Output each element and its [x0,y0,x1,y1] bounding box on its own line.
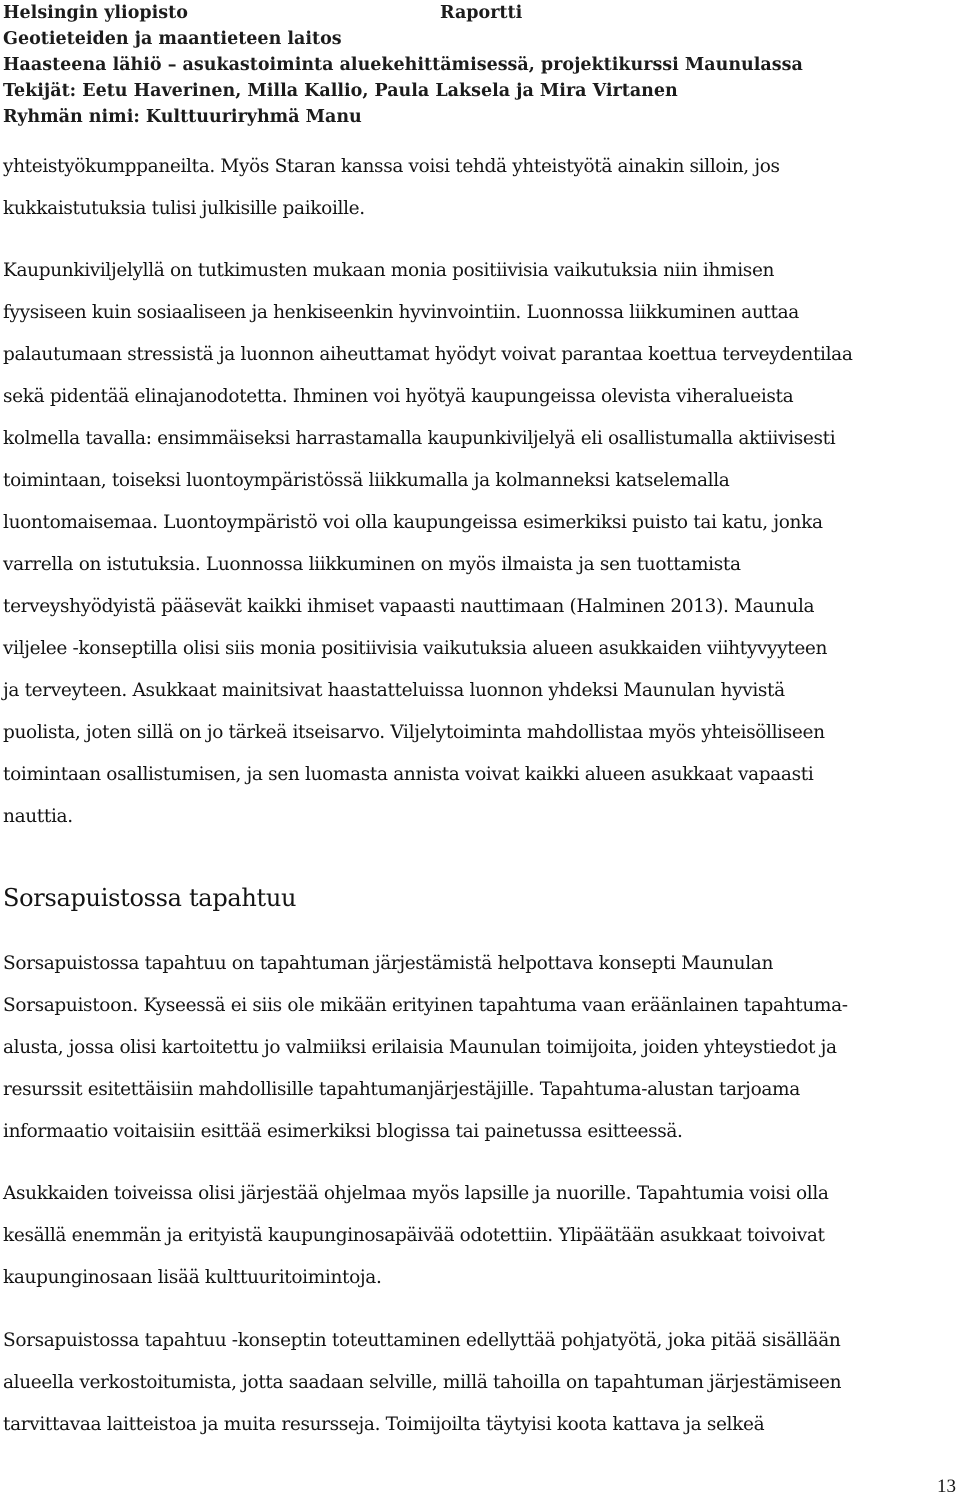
text-line: Sorsapuistossa tapahtuu on tapahtuman järjestämistä helpottava konsepti Maunulan [3,953,774,974]
text-line: Sorsapuistossa tapahtuu -konseptin toteuttaminen edellyttää pohjatyötä, joka pitää sisällään [3,1330,841,1351]
text-line: luontomaisemaa. Luontoympäristö voi olla kaupungeissa esimerkiksi puisto tai katu, jonka [3,512,823,533]
text-line: alueella verkostoitumista, jotta saadaan selville, millä tahoilla on tapahtuman järjestämiseen [3,1372,842,1393]
text-line: kukkaistutuksia tulisi julkisille paikoille. [3,198,365,219]
paragraph-intro [3,146,958,230]
text-line: kolmella tavalla: ensimmäiseksi harrastamalla kaupunkiviljelyä eli osallistumalla aktiivisesti [3,428,836,449]
text-line: sekä pidentää elinajanodotetta. Ihminen voi hyötyä kaupungeissa olevista viheralueista [3,386,794,407]
department-name: Geotieteiden ja maantieteen laitos [3,29,342,49]
text-line: fyysiseen kuin sosiaaliseen ja henkiseenkin hyvinvointiin. Luonnossa liikkuminen auttaa [3,302,799,323]
text-line: toimintaan, toiseksi luontoympäristössä liikkumalla ja kolmanneksi katselemalla [3,470,730,491]
text-line: resurssit esitettäisiin mahdollisille tapahtumanjärjestäjille. Tapahtuma-alustan tarjoama [3,1079,800,1100]
paragraph-concept [3,943,958,1153]
text-line: nauttia. [3,806,73,827]
text-line: Sorsapuistoon. Kyseessä ei siis ole mikään erityinen tapahtuma vaan eräänlainen tapahtuma- [3,995,848,1016]
text-line: ja terveyteen. Asukkaat mainitsivat haastatteluissa luonnon yhdeksi Maunulan hyvistä [3,680,785,701]
text-line: varrella on istutuksia. Luonnossa liikkuminen on myös ilmaista ja sen tuottamista [3,554,741,575]
paragraph-implementation [3,1320,958,1446]
text-line: kaupunginosaan lisää kulttuuritoimintoja. [3,1267,382,1288]
document-type: Raportti [440,3,523,23]
text-line: yhteistyökumppaneilta. Myös Staran kanssa voisi tehdä yhteistyötä ainakin silloin, jos [3,156,780,177]
text-line: tarvittavaa laitteistoa ja muita resursseja. Toimijoilta täytyisi koota kattava ja selkeä [3,1414,765,1435]
text-line: toimintaan osallistumisen, ja sen luomasta annista voivat kaikki alueen asukkaat vapaasti [3,764,814,785]
text-line: terveyshyödyistä pääsevät kaikki ihmiset vapaasti nauttimaan (Halminen 2013). Maunula [3,596,815,617]
course-title: Haasteena lähiö – asukastoiminta aluekehittämisessä, projektikurssi Maunulassa [3,55,803,75]
text-line: palautumaan stressistä ja luonnon aiheuttamat hyödyt voivat parantaa koettua terveydentilaa [3,344,853,365]
text-line: informaatio voitaisiin esittää esimerkiksi blogissa tai painetussa esitteessä. [3,1121,683,1142]
text-line: Asukkaiden toiveissa olisi järjestää ohjelmaa myös lapsille ja nuorille. Tapahtumia voisi olla [3,1183,829,1204]
document-header [3,0,953,130]
university-name: Helsingin yliopisto [3,3,188,23]
text-line: puolista, joten sillä on jo tärkeä itseisarvo. Viljelytoiminta mahdollistaa myös yhteisölliseen [3,722,825,743]
paragraph-urban-farming [3,250,958,838]
paragraph-wishes [3,1173,958,1299]
page-number: 13 [937,1476,956,1497]
authors-line: Tekijät: Eetu Haverinen, Milla Kallio, Paula Laksela ja Mira Virtanen [3,81,678,101]
group-name: Ryhmän nimi: Kulttuuriryhmä Manu [3,107,362,127]
text-line: alusta, jossa olisi kartoitettu jo valmiiksi erilaisia Maunulan toimijoita, joiden yhteystiedot ja [3,1037,837,1058]
text-line: Kaupunkiviljelyllä on tutkimusten mukaan monia positiivisia vaikutuksia niin ihmisen [3,260,775,281]
section-heading: Sorsapuistossa tapahtuu [3,884,297,912]
text-line: kesällä enemmän ja erityistä kaupunginosapäivää odotettiin. Ylipäätään asukkaat toivoivat [3,1225,825,1246]
text-line: viljelee -konseptilla olisi siis monia positiivisia vaikutuksia alueen asukkaiden viihtyvyyteen [3,638,828,659]
